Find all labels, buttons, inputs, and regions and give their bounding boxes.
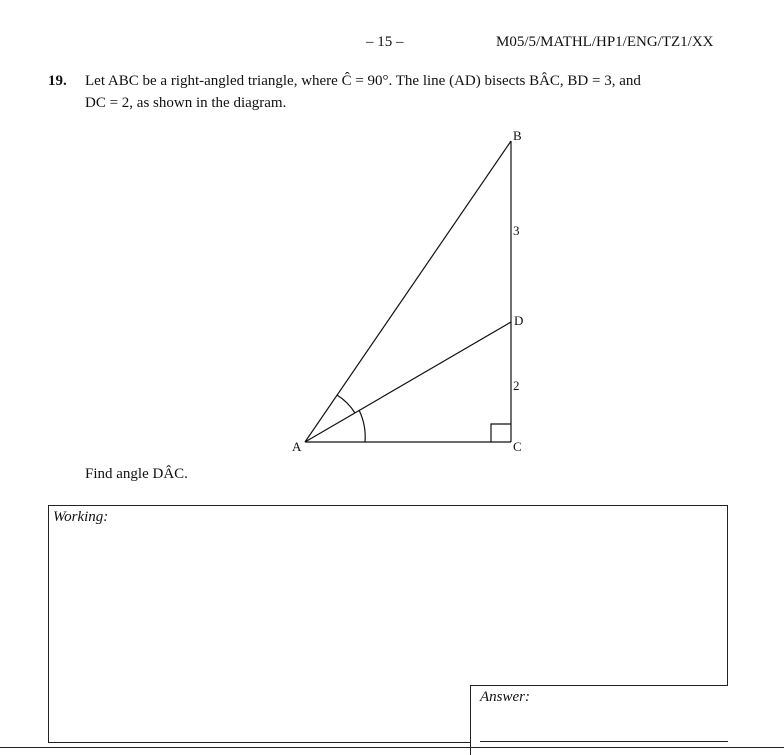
bottom-rule	[0, 747, 784, 748]
label-a: A	[292, 439, 302, 454]
question-number: 19.	[48, 73, 67, 89]
working-label: Working:	[53, 509, 109, 525]
label-dc: 2	[513, 378, 520, 393]
paper-code: M05/5/MATHL/HP1/ENG/TZ1/XX	[496, 34, 714, 50]
answer-label: Answer:	[480, 689, 530, 705]
angle-arc-inner	[337, 395, 355, 413]
bisector-ad	[305, 322, 511, 442]
label-bd: 3	[513, 223, 520, 238]
question-text-line-1: Let ABC be a right-angled triangle, where Ĉ = 90°. The line (AD) bisects BÂC, BD = 3, and	[85, 73, 641, 89]
answer-line[interactable]	[480, 741, 728, 742]
right-angle-mark	[491, 424, 511, 442]
page-number: – 15 –	[366, 34, 404, 50]
angle-arc-outer	[359, 410, 365, 442]
find-instruction: Find angle DÂC.	[85, 466, 188, 482]
label-d: D	[514, 313, 524, 328]
question-text-line-2: DC = 2, as shown in the diagram.	[85, 95, 287, 111]
label-c: C	[513, 439, 522, 454]
label-b: B	[513, 128, 522, 143]
side-ab	[305, 141, 511, 442]
